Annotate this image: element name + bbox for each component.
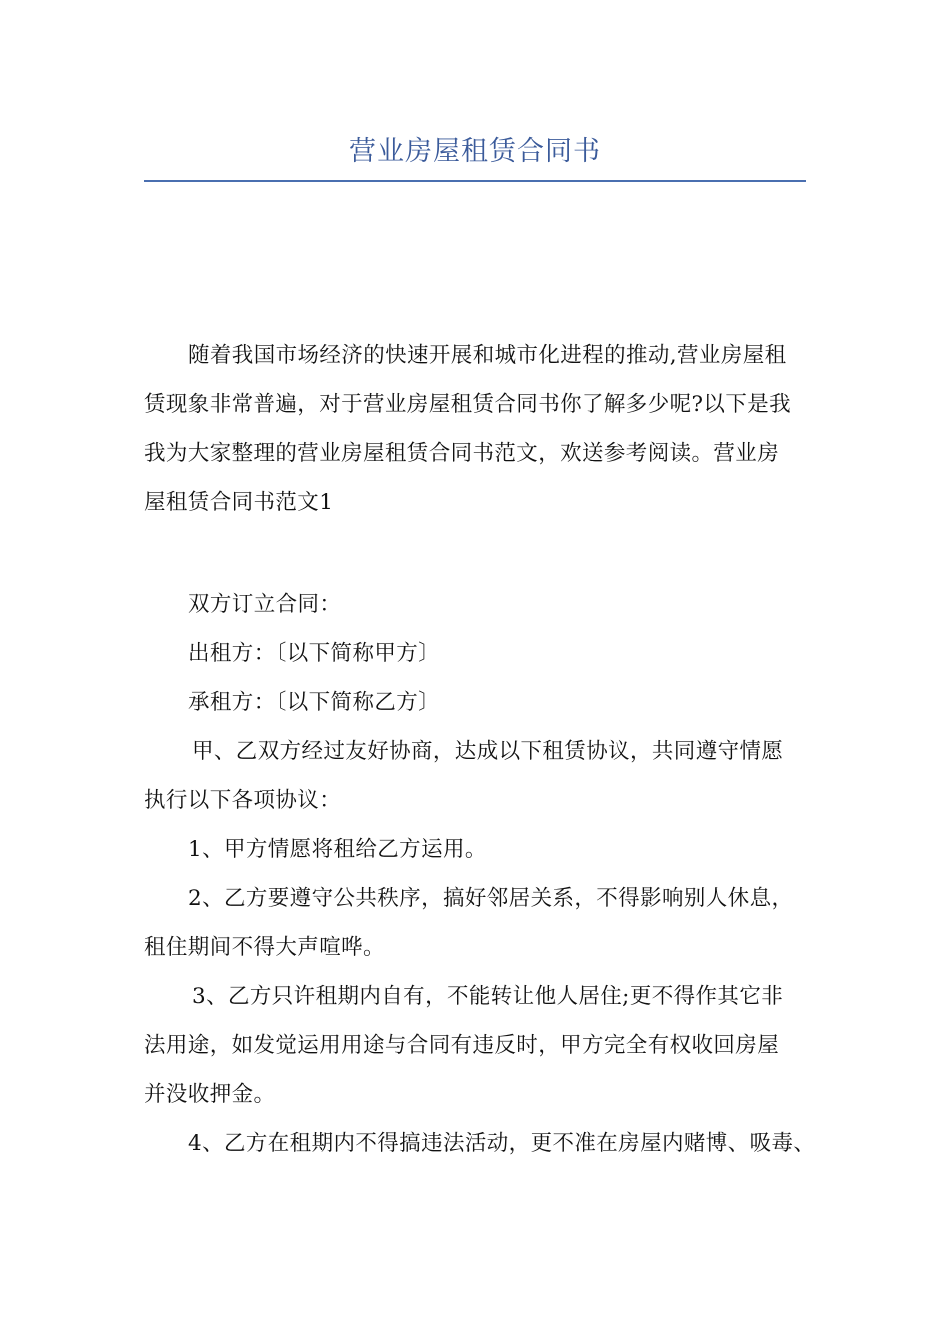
contract-parties-heading: 双方订立合同： <box>188 592 342 617</box>
title-underline <box>144 180 806 182</box>
intro-line: 赁现象非常普遍，对于营业房屋租赁合同书你了解多少呢?以下是我 <box>144 392 792 417</box>
intro-paragraph <box>144 331 812 527</box>
agreement-intro-line: 执行以下各项协议： <box>144 788 342 813</box>
clause-3-cont: 并没收押金。 <box>144 1082 276 1107</box>
lessor-line: 出租方：〔以下简称甲方〕 <box>188 641 441 666</box>
intro-line: 屋租赁合同书范文1 <box>144 490 334 515</box>
clause-2-cont: 租住期间不得大声喧哗。 <box>144 935 385 960</box>
clause-3-cont: 法用途，如发觉运用用途与合同有违反时，甲方完全有权收回房屋 <box>144 1033 780 1058</box>
clause-1: 1、甲方情愿将租给乙方运用。 <box>188 837 487 862</box>
intro-line: 随着我国市场经济的快速开展和城市化进程的推动,营业房屋租 <box>188 343 787 368</box>
intro-line: 我为大家整理的营业房屋租赁合同书范文，欢送参考阅读。营业房 <box>144 441 780 466</box>
clause-4: 4、乙方在租期内不得搞违法活动，更不准在房屋内赌博、吸毒、 <box>188 1131 816 1156</box>
lessee-line: 承租方：〔以下简称乙方〕 <box>188 690 441 715</box>
clause-2: 2、乙方要遵守公共秩序，搞好邻居关系，不得影响别人休息， <box>188 886 794 911</box>
contract-body <box>144 580 816 1168</box>
agreement-intro-line: 甲、乙双方经过友好协商，达成以下租赁协议，共同遵守情愿 <box>192 739 784 764</box>
clause-3: 3、乙方只许租期内自有，不能转让他人居住;更不得作其它非 <box>192 984 784 1009</box>
document-title: 营业房屋租赁合同书 <box>349 136 601 167</box>
